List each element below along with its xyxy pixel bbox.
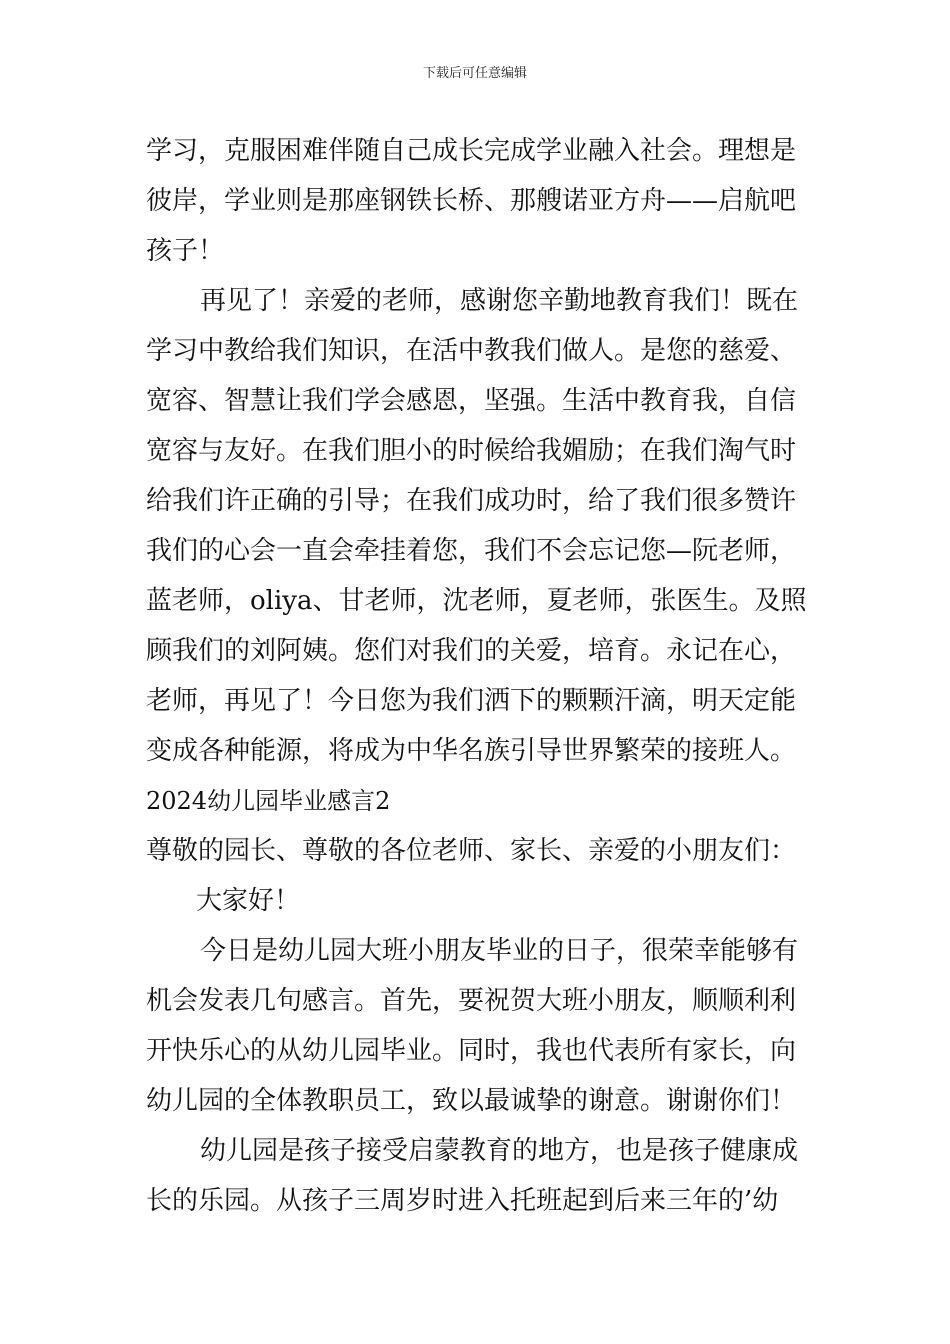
text-line: 彼岸，学业则是那座钢铁长桥、那艘诺亚方舟——启航吧 (146, 186, 797, 216)
paragraph-start-line: 幼儿园是孩子接受启蒙教育的地方，也是孩子健康成 (200, 1136, 799, 1166)
greeting-line: 大家好！ (196, 886, 301, 916)
text-line: 变成各种能源，将成为中华名族引导世界繁荣的接班人。 (146, 736, 797, 766)
text-line: 孩子！ (146, 236, 225, 266)
text-line: 老师，再见了！今日您为我们洒下的颗颗汗滴，明天定能 (146, 686, 797, 716)
text-line: 顾我们的刘阿姨。您们对我们的关爱，培育。永记在心， (146, 636, 797, 666)
text-line: 学习中教给我们知识，在活中教我们做人。是您的慈爱、 (146, 336, 797, 366)
text-line: 宽容与友好。在我们胆小的时候给我媚励；在我们淘气时 (146, 436, 797, 466)
text-line: 机会发表几句感言。首先，要祝贺大班小朋友，顺顺利利 (146, 986, 797, 1016)
text-line: 给我们许正确的引导；在我们成功时，给了我们很多赞许 (146, 486, 797, 516)
page-header-note: 下载后可任意编辑 (422, 66, 527, 81)
salutation-line: 尊敬的园长、尊敬的各位老师、家长、亲爱的小朋友们： (146, 836, 797, 866)
section-title: 2024幼儿园毕业感言2 (146, 787, 391, 815)
text-line: 幼儿园的全体教职员工，致以最诚挚的谢意。谢谢你们！ (146, 1086, 797, 1116)
text-line: 开快乐心的从幼儿园毕业。同时，我也代表所有家长，向 (146, 1036, 797, 1066)
paragraph-start-line: 再见了！亲爱的老师，感谢您辛勤地教育我们！既在 (200, 286, 799, 316)
text-line: 我们的心会一直会牵挂着您，我们不会忘记您—阮老师， (146, 536, 797, 566)
text-line: 宽容、智慧让我们学会感恩，坚强。生活中教育我，自信 (146, 386, 797, 416)
text-line: 蓝老师，oliya、甘老师，沈老师，夏老师，张医生。及照 (146, 586, 807, 616)
text-line: 学习，克服困难伴随自己成长完成学业融入社会。理想是 (146, 136, 797, 166)
paragraph-start-line: 今日是幼儿园大班小朋友毕业的日子，很荣幸能够有 (200, 936, 799, 966)
document-body (146, 126, 810, 1226)
text-line: 长的乐园。从孩子三周岁时进入托班起到后来三年的’幼 (146, 1186, 779, 1216)
